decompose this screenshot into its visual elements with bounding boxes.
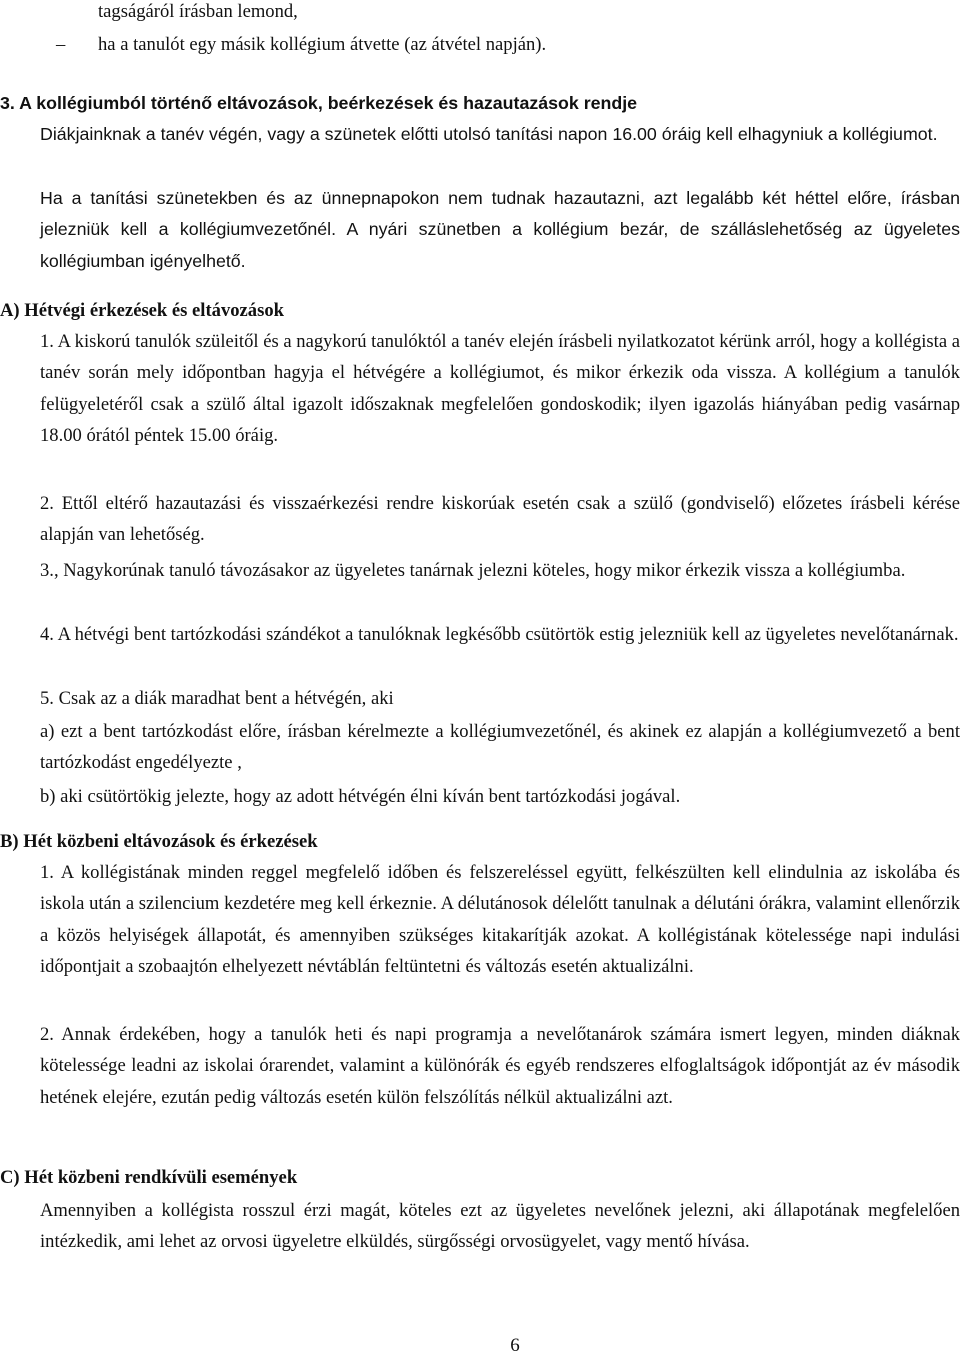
section-a-paragraph-5b: b) aki csütörtökig jelezte, hogy az adott hétvégén élni kíván bent tartózkodási jogával. [40,786,681,807]
section-3-paragraph-2: Ha a tanítási szünetekben és az ünnepnapokon nem tudnak hazautazni, azt legalább két héttel előre, írásban jelezniük kell a kollégiumvezetőnél. A nyári szünetben a kollégium bezár, de szálláslehetőség az ügyeletes kollégiumban igényelhető. [40,188,960,271]
dash-bullet: – [56,34,66,55]
section-b-heading: B) Hét közbeni eltávozások és érkezések [0,831,318,852]
section-a-paragraph-2: 2. Ettől eltérő hazautazási és visszaérkezési rendre kiskorúak esetén csak a szülő (gondviselő) előzetes írásbeli kérése alapján van lehetőség. [40,493,960,546]
section-a-paragraph-4: 4. A hétvégi bent tartózkodási szándékot a tanulóknak legkésőbb csütörtök estig jelezniük kell az ügyeletes nevelőtanárnak. [40,624,959,645]
section-a-paragraph-5: 5. Csak az a diák maradhat bent a hétvégén, aki [40,688,394,709]
section-a-heading: A) Hétvégi érkezések és eltávozások [0,300,284,321]
list-item-text: ha a tanulót egy másik kollégium átvette (az átvétel napján). [98,34,547,55]
section-c-heading: C) Hét közbeni rendkívüli események [0,1167,298,1188]
section-a-paragraph-1: 1. A kiskorú tanulók szüleitől és a nagykorú tanulóktól a tanév elején írásbeli nyilatkozatot kérünk arról, hogy a kollégista a tanév során mely időpontban hagyja el hétvégére a kollégiumot, és mikor érkezik oda vissza. A kollégium a tanulók felügyeletéről csak a szülő által igazolt időszaknak megfelelően gondoskodik; ilyen igazolás hiányában pedig vasárnap 18.00 órától péntek 15.00 óráig. [40,331,960,447]
section-b-paragraph-1: 1. A kollégistának minden reggel megfelelő időben és felszereléssel együtt, felkészülten kell elindulnia az iskolába és iskola után a szilencium kezdetére meg kell érkeznie. A délutánosok délelőtt tanulnak a délutáni órákra, valamint ellenőrzik a közös helyiségek állapotát, és amennyiben szükséges kitakarítják azokat. A kollégistának kötelessége napi indulási időpontjait a szobaajtón elhelyezett névtáblán feltüntetni és változás esetén aktualizálni. [40,862,960,978]
section-3-heading: 3. A kollégiumból történő eltávozások, beérkezések és hazautazások rendje [0,93,638,113]
section-a-paragraph-3: 3., Nagykorúnak tanuló távozásakor az ügyeletes tanárnak jelezni köteles, hogy mikor érkezik vissza a kollégiumba. [40,560,906,581]
section-b-paragraph-2: 2. Annak érdekében, hogy a tanulók heti és napi programja a nevelőtanárok számára ismert legyen, minden diáknak kötelessége leadni az iskolai órarendet, valamint a különórák és egyéb rendszeres elfoglaltságok időpontját az év második hetének elejére, ezután pedig változás esetén külön felszólítás nélkül aktualizálni azt. [40,1024,960,1108]
list-item [56,29,960,60]
continued-text: tagságáról írásban lemond, [98,1,298,22]
section-a-paragraph-5a: a) ezt a bent tartózkodást előre, írásban kérelmezte a kollégiumvezetőnél, és akinek ez alapján a kollégiumvezető a bent tartózkodást engedélyezte , [40,721,960,774]
section-c-paragraph-1: Amennyiben a kollégista rosszul érzi magát, köteles ezt az ügyeletes nevelőnek jelezni, aki állapotának megfelelően intézkedik, ami lehet az orvosi ügyeletre elküldés, sürgősségi orvosügyelet, vagy mentő hívása. [40,1200,960,1253]
page-number: 6 [510,1335,520,1356]
section-3-paragraph-1: Diákjainknak a tanév végén, vagy a szünetek előtti utolsó tanítási napon 16.00 óráig kell elhagyniuk a kollégiumot. [40,124,938,144]
